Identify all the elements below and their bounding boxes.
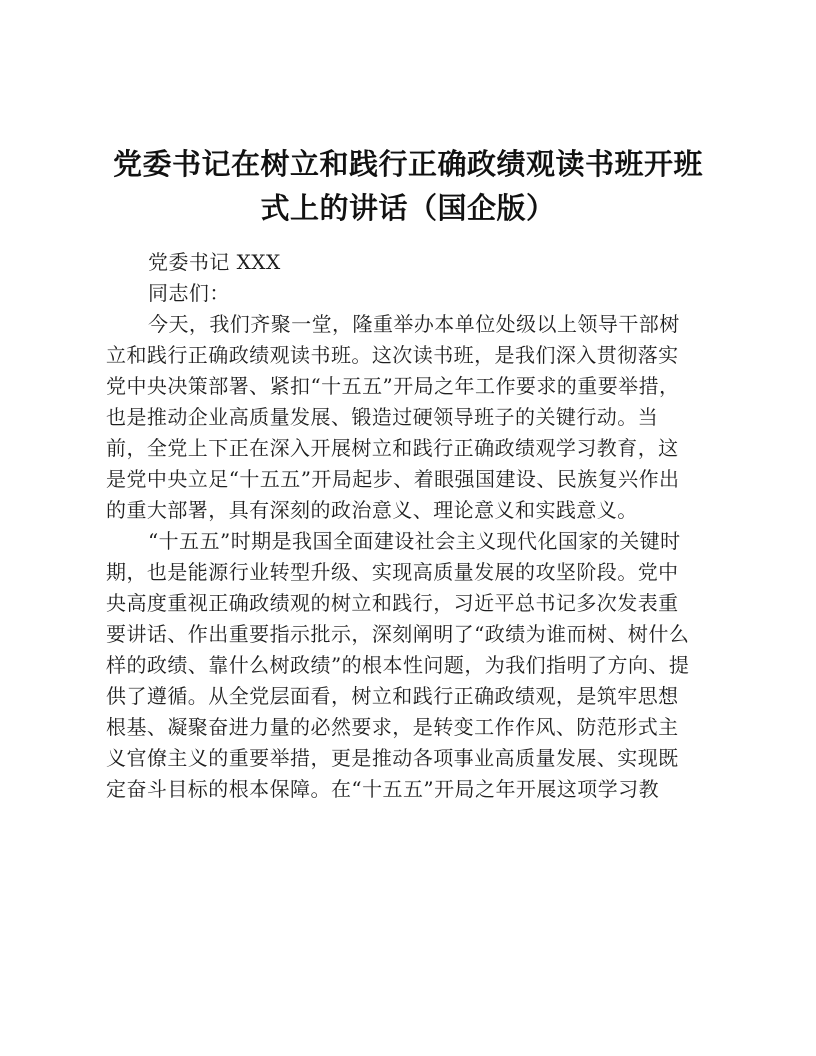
title-line-2: 式上的讲话（国企版）: [260, 191, 556, 225]
document-title: [100, 142, 716, 230]
paragraph-line: 立和践行正确政绩观读书班。这次读书班，是我们深入贯彻落实: [106, 343, 679, 367]
paragraph-line: “十五五”时期是我国全面建设社会主义现代化国家的关键时: [148, 529, 681, 553]
paragraph-line: 的重大部署，具有深刻的政治意义、理论意义和实践意义。: [106, 498, 638, 522]
paragraph-line: 今天，我们齐聚一堂，隆重举办本单位处级以上领导干部树: [148, 312, 680, 336]
paragraph-line: 义官僚主义的重要举措，更是推动各项事业高质量发展、实现既: [106, 746, 679, 770]
paragraph-line: 供了遵循。从全党层面看，树立和践行正确政绩观，是筑牢思想: [106, 684, 679, 708]
paragraph-line: 根基、凝聚奋进力量的必然要求，是转变工作作风、防范形式主: [106, 715, 679, 739]
paragraph-line: 是党中央立足“十五五”开局起步、着眼强国建设、民族复兴作出: [106, 467, 680, 491]
title-line-1: 党委书记在树立和践行正确政绩观读书班开班: [112, 147, 703, 181]
salutation-line: 同志们：: [148, 281, 230, 305]
paragraph-2: [106, 526, 714, 805]
paragraph-line: 定奋斗目标的根本保障。在“十五五”开局之年开展这项学习教: [106, 777, 660, 801]
document-body: [106, 247, 714, 805]
paragraph-line: 党中央决策部署、紧扣“十五五”开局之年工作要求的重要举措，: [106, 374, 680, 398]
paragraph-line: 也是推动企业高质量发展、锻造过硬领导班子的关键行动。当: [106, 405, 659, 429]
paragraph-line: 要讲话、作出重要指示批示，深刻阐明了“政绩为谁而树、树什么: [106, 622, 690, 646]
speaker-line: 党委书记 XXX: [148, 250, 281, 274]
paragraph-line: 样的政绩、靠什么树政绩”的根本性问题，为我们指明了方向、提: [106, 653, 690, 677]
paragraph-line: 期，也是能源行业转型升级、实现高质量发展的攻坚阶段。党中: [106, 560, 679, 584]
paragraph-1: [106, 309, 714, 526]
paragraph-line: 前，全党上下正在深入开展树立和践行正确政绩观学习教育，这: [106, 436, 679, 460]
paragraph-line: 央高度重视正确政绩观的树立和践行，习近平总书记多次发表重: [106, 591, 679, 615]
